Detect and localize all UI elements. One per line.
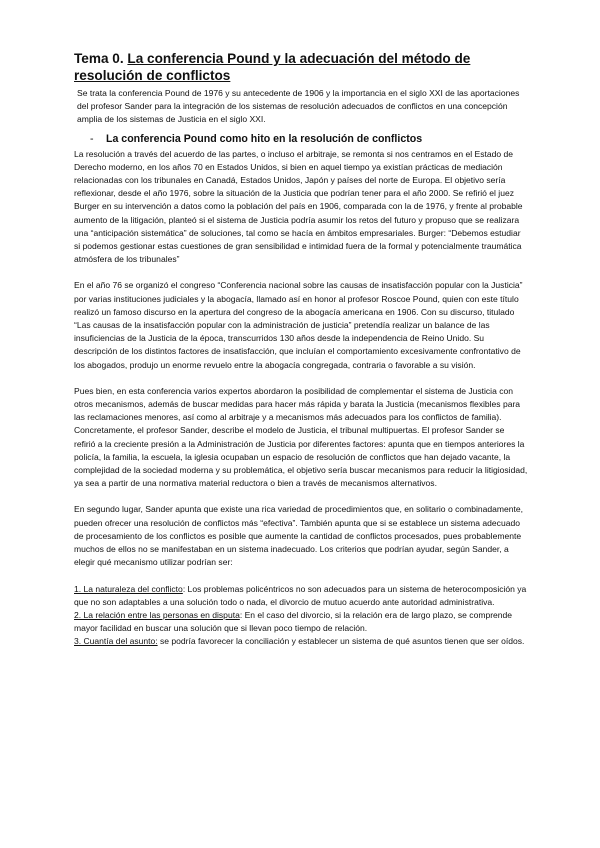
- title-prefix: Tema 0.: [74, 51, 128, 66]
- section-heading: [90, 132, 528, 146]
- criterion-text: se podría favorecer la conciliación y establecer un sistema de qué asuntos tienen que ser oídos.: [157, 636, 525, 647]
- title-main: La conferencia Pound y la adecuación del método de resolución de conflictos: [74, 51, 471, 83]
- criterion-item: [74, 635, 528, 648]
- document-title: [74, 50, 528, 84]
- section-bullet: -: [90, 132, 94, 145]
- body-paragraph: La resolución a través del acuerdo de las partes, o incluso el arbitraje, se remonta si nos centramos en el Estado de Derecho moderno, en los años 70 en Estados Unidos, si bien en aquel tiempo ya existían prácticas de mediación relacionadas con los tribunales en Canadá, Estados Unidos, Japón y países del norte de Europa. El objetivo sería reflexionar, desde el año 1976, sobre la situación de la Justicia que podrían tener para el año 2000. Se refirió el juez Burger en su intervención a datos como la población del país en 1906, comparada con la de 1976, y frente al probable aumento de la litigación, planteó si el sistema de Justicia podría asumir los retos del futuro y propuso que se realizara una “anticipación sistemática” de soluciones, tal como se hacía en ámbitos empresariales. Burger: “Debemos estudiar si podemos gestionar estas cuestiones de gran sensibilidad e intimidad fuera de la formal y potencialmente traumática atmósfera de los tribunales”: [74, 148, 523, 265]
- criterion-item: [74, 583, 528, 609]
- criterion-text: : En el caso del divorcio, si la relación era de largo plazo, se comprende mayor facilidad en buscar una solución que si llevan poco tiempo de relación.: [74, 609, 513, 634]
- criterion-label: 1. La naturaleza del conflicto: [74, 583, 183, 594]
- section-heading-text: La conferencia Pound como hito en la resolución de conflictos: [106, 132, 423, 145]
- body-paragraph: Pues bien, en esta conferencia varios expertos abordaron la posibilidad de complementar el sistema de Justicia con otros mecanismos, además de buscar medidas para hacer más rápida y barata la Justicia (mecanismos flexibles para las reclamaciones menores, así como al arbitraje y a mecanismos más adecuados para los conflictos de familia). Concretamente, el profesor Sander, describe el modelo de Justicia, el tribunal multipuertas. El profesor Sander se refirió a la creciente presión a la Administración de Justicia por diferentes factores: apunta que en tiempos anteriores la policía, la familia, la escuela, la iglesia ocupaban un espacio de resolución de conflictos que han dejado vacante, la complejidad de la sociedad moderna y su problemática, el objetivo sería buscar mecanismos para reducir la litigiosidad, ya sea a partir de una normativa material reductora o bien a través de mecanismos alternativos.: [74, 385, 528, 489]
- criterion-label: 2. La relación entre las personas en disputa: [74, 609, 240, 620]
- intro-paragraph: Se trata la conferencia Pound de 1976 y su antecedente de 1906 y la importancia en el siglo XXI de las aportaciones del profesor Sander para la integración de los sistemas de resolución adecuados de conflictos en una concepción amplia de los sistemas de Justicia en el siglo XXI.: [77, 88, 520, 125]
- body-paragraph: En el año 76 se organizó el congreso “Conferencia nacional sobre las causas de insatisfacción popular con la Justicia” por varias instituciones judiciales y la abogacía, llamado así en honor al profesor Roscoe Pound, quien con este título realizó un famoso discurso en la apertura del congreso de la abogacía americana en 1906. Con su discurso, titulado “Las causas de la insatisfacción popular con la administración de justicia” pretendía realizar un balance de las insuficiencias de la Justicia de la época, transcurridos 130 años desde la independencia de Reino Unido. Su descripción de los distintos factores de insatisfacción, que incluían el comportamiento excesivamente confrontativo de los abogados, produjo un enorme revuelo entre la abogacía congregada, contraria o favorable a su visión.: [74, 280, 523, 370]
- body-paragraph: En segundo lugar, Sander apunta que existe una rica variedad de procedimientos que, en solitario o combinadamente, pueden ofrecer una resolución de conflictos más “efectiva”. También apunta que si se establece un sistema adecuado de procesamiento de los conflictos es posible que aumente la cantidad de conflictos procesados, pues probablemente muchos de ellos no se manifestaban en un sistema inadecuado. Los criterios que podrían ayudar, según Sander, a elegir qué mecanismo utilizar podrían ser:: [74, 504, 524, 568]
- criterion-item: [74, 609, 528, 635]
- criterion-label: 3. Cuantía del asunto:: [74, 636, 158, 647]
- criterion-text: : Los problemas policéntricos no son adecuados para un sistema de heterocomposición ya que no son adaptables a una solución todo o nada, el divorcio de mutuo acuerdo ante autoridad administrativa.: [74, 583, 527, 607]
